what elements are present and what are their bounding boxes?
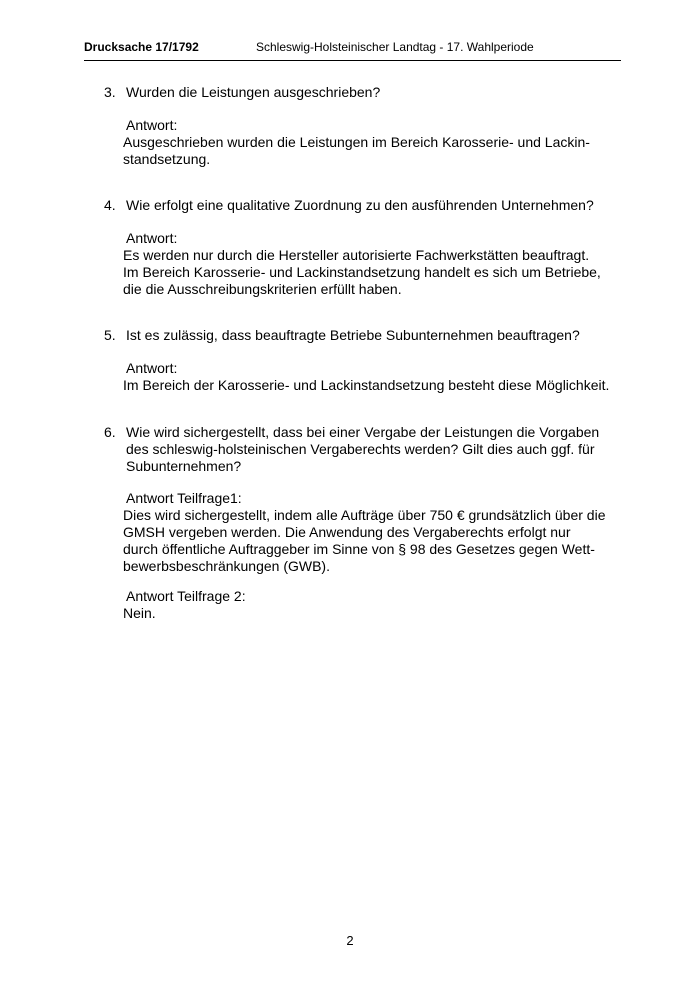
question-text: Wie erfolgt eine qualitative Zuordnung zu den ausführenden Unternehmen? bbox=[126, 197, 594, 213]
answer-text: Ausgeschrieben wurden die Leistungen im Bereich Karosserie- und Lackin- standsetzung. bbox=[123, 134, 590, 167]
answer-label: Antwort Teilfrage1: bbox=[126, 490, 242, 506]
question-text: Ist es zulässig, dass beauftragte Betriebe Subunternehmen beauftragen? bbox=[126, 327, 580, 343]
answer-label: Antwort: bbox=[126, 117, 178, 133]
question-number: 6. bbox=[104, 424, 116, 440]
question-number: 4. bbox=[104, 197, 116, 213]
question-text: Wie wird sichergestellt, dass bei einer Vergabe der Leistungen die Vorgaben des schleswig-holsteinischen Vergaberechts werden? Gilt dies auch ggf. für Subunternehmen? bbox=[126, 424, 600, 474]
answer-text: Es werden nur durch die Hersteller autorisierte Fachwerkstätten beauftragt. Im Bereich Karosserie- und Lackinstandsetzung handelt es sich um Betriebe, die die Ausschreibungskriterien erfüllt haben. bbox=[123, 247, 601, 297]
parliament-title: Schleswig-Holsteinischer Landtag - 17. Wahlperiode bbox=[256, 40, 534, 54]
answer-label: Antwort: bbox=[126, 360, 178, 376]
question-number: 3. bbox=[104, 84, 116, 100]
page-number: 2 bbox=[346, 933, 354, 948]
question-text: Wurden die Leistungen ausgeschrieben? bbox=[126, 84, 381, 100]
answer-label: Antwort: bbox=[126, 230, 178, 246]
answer-text: Im Bereich der Karosserie- und Lackinstandsetzung besteht diese Möglichkeit. bbox=[123, 377, 610, 393]
question-number: 5. bbox=[104, 327, 116, 343]
answer-2-label: Antwort Teilfrage 2: bbox=[126, 588, 246, 604]
answer-2-text: Nein. bbox=[123, 605, 156, 621]
document-number: Drucksache 17/1792 bbox=[84, 40, 199, 54]
answer-text: Dies wird sichergestellt, indem alle Aufträge über 750 € grundsätzlich über die GMSH vergeben werden. Die Anwendung des Vergaberechts erfolgt nur durch öffentliche Auftraggeber im Sinne von § 98 des Gesetzes gegen Wett- bewerbsbeschränkungen (GWB). bbox=[123, 507, 606, 574]
page-header bbox=[84, 40, 621, 61]
